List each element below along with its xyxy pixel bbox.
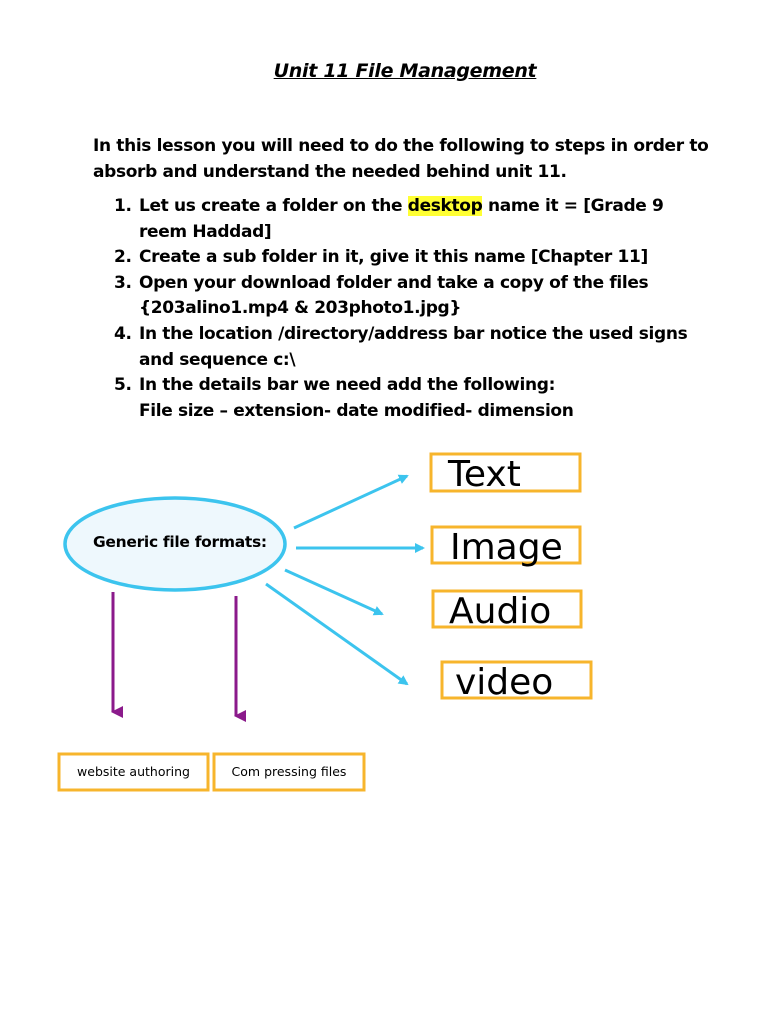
- list-number: 1.: [114, 196, 132, 216]
- step-text: Create a sub folder in it, give it this name [Chapter 11]: [139, 247, 648, 268]
- step-text: In the details bar we need add the following:: [139, 375, 556, 396]
- arrow-to-text: [294, 476, 407, 528]
- step-text: name it = [Grade 9 reem Haddad]: [139, 196, 664, 242]
- highlighted-word: desktop: [407, 196, 483, 216]
- format-video-label: video: [455, 662, 554, 703]
- step-text: Let us create a folder on the: [139, 196, 408, 216]
- step-text: Open your download folder and take a copy of the files {203alino1.mp4 & 203photo1.jpg}: [139, 272, 649, 319]
- list-number: 3.: [114, 272, 132, 293]
- format-audio-label: Audio: [449, 591, 552, 632]
- oval-label: Generic file formats:: [93, 533, 267, 551]
- use-label-compressing: Com pressing files: [231, 764, 347, 779]
- list-number: 2.: [114, 247, 132, 268]
- step-text-line2: File size – extension- date modified- dimension: [139, 400, 574, 421]
- format-text-label: Text: [448, 454, 521, 495]
- use-label-website-authoring: website authoring: [77, 764, 190, 779]
- intro-paragraph: In this lesson you will need to do the following to steps in order to absorb and understand the needed behind unit 11.: [93, 136, 709, 182]
- list-number: 4.: [114, 323, 132, 344]
- list-number: 5.: [114, 375, 132, 396]
- step-text: In the location /directory/address bar notice the used signs and sequence c:\: [139, 323, 688, 370]
- arrow-to-video: [266, 584, 407, 684]
- format-image-label: Image: [450, 527, 563, 568]
- page-title: Unit 11 File Management: [273, 60, 537, 82]
